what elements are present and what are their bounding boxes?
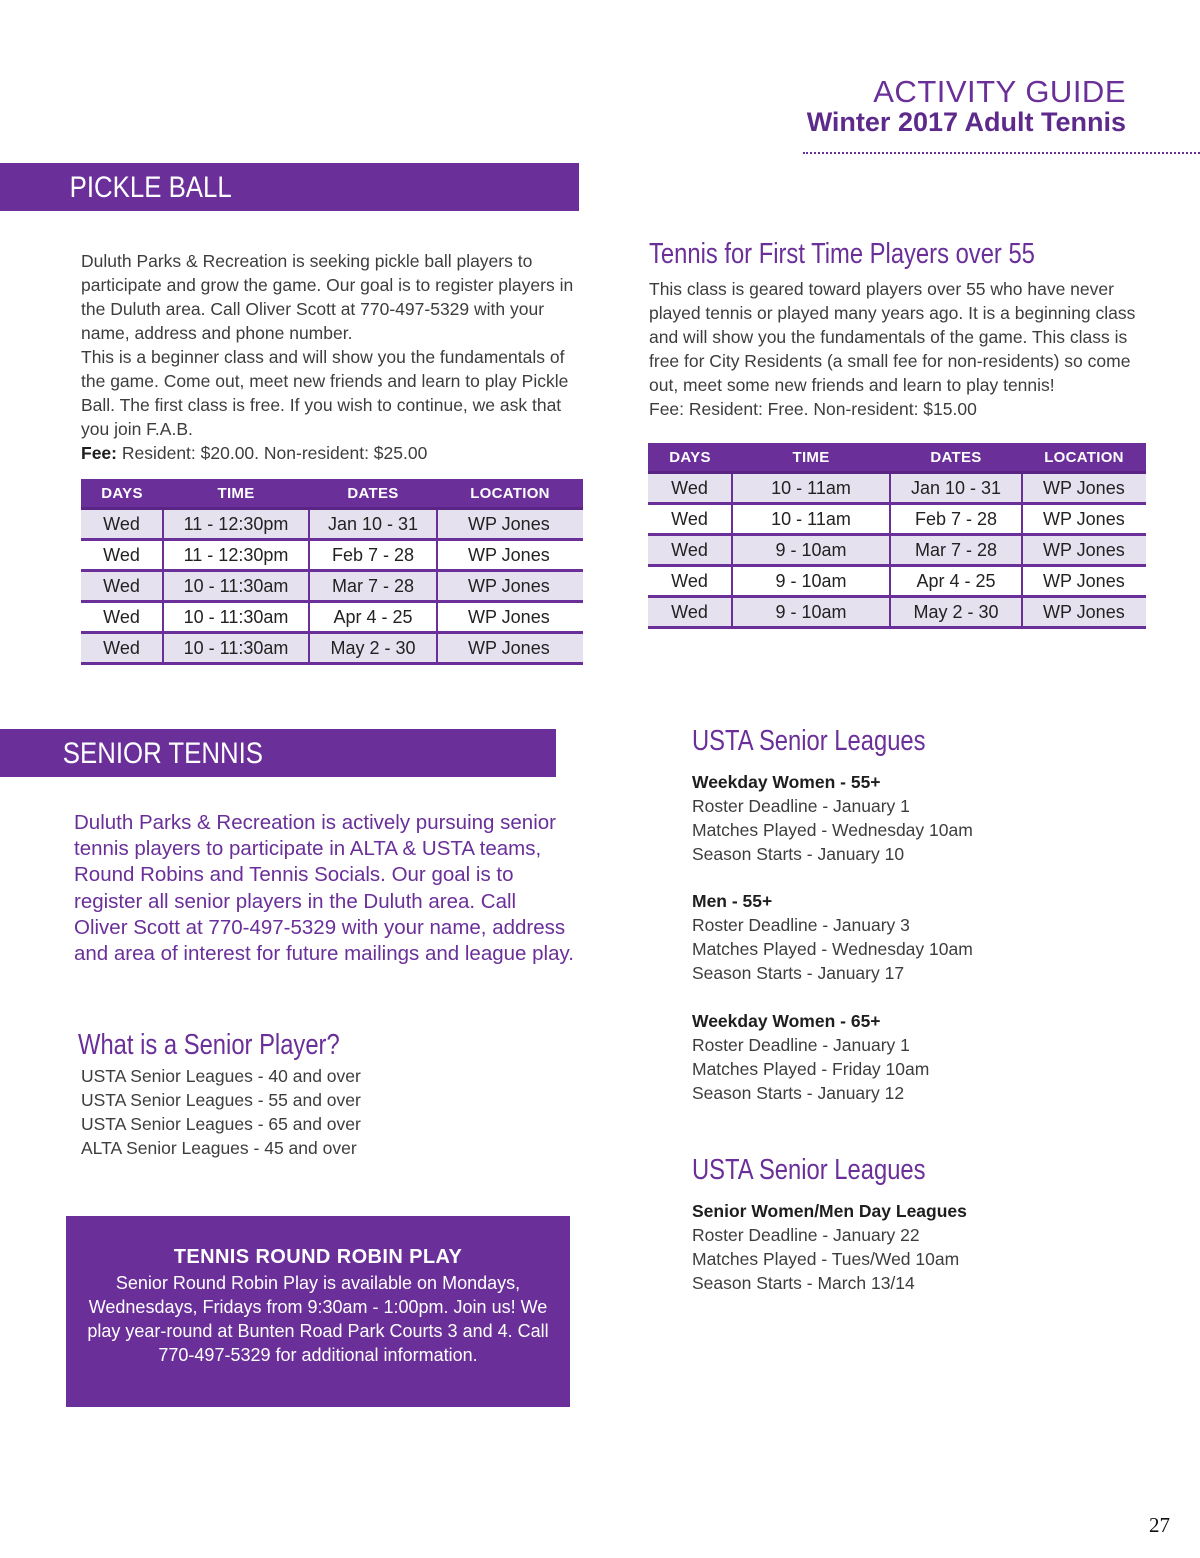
table-cell: Mar 7 - 28 (309, 571, 437, 602)
senior-tennis-description: Duluth Parks & Recreation is actively pursuing senior tennis players to participate in ALTA & USTA teams, Round Robins and Tennis Socials. Our goal is to register all senior players in the Duluth area. Call Oliver Scott at 770-497-5329 with your name, address and area of interest for future mailings and league play. (74, 811, 574, 966)
table-cell: Wed (81, 633, 163, 664)
league-detail: Matches Played - Wednesday 10am (692, 820, 973, 840)
pickle-ball-description (81, 249, 581, 465)
table-cell: WP Jones (437, 571, 583, 602)
column-header: LOCATION (437, 479, 583, 509)
pickle-ball-paragraph: Duluth Parks & Recreation is seeking pickle ball players to participate and grow the game. Our goal is to register players in the Duluth area. Call Oliver Scott at 770-497-5329 with your name, address and phone number. (81, 251, 574, 343)
list-item: ALTA Senior Leagues - 45 and over (81, 1138, 357, 1158)
table-cell: Wed (648, 473, 732, 504)
table-cell: 9 - 10am (732, 597, 890, 628)
table-row (648, 535, 1146, 566)
table-row (648, 566, 1146, 597)
table-cell: Wed (648, 535, 732, 566)
league-title: Weekday Women - 65+ (692, 1011, 881, 1031)
table-cell: 9 - 10am (732, 566, 890, 597)
table-cell: WP Jones (1022, 504, 1146, 535)
table-cell: Feb 7 - 28 (309, 540, 437, 571)
first-time-fee: Fee: Resident: Free. Non-resident: $15.00 (649, 399, 977, 419)
column-header: LOCATION (1022, 443, 1146, 473)
table-cell: Wed (81, 571, 163, 602)
list-item: USTA Senior Leagues - 65 and over (81, 1114, 361, 1134)
fee-label: Fee: (81, 443, 117, 463)
table-cell: WP Jones (1022, 473, 1146, 504)
table-cell: Feb 7 - 28 (890, 504, 1022, 535)
table-cell: Mar 7 - 28 (890, 535, 1022, 566)
table-cell: 10 - 11:30am (163, 602, 309, 633)
table-cell: WP Jones (437, 509, 583, 540)
senior-player-heading: What is a Senior Player? (78, 1029, 340, 1061)
column-header: TIME (732, 443, 890, 473)
league-detail: Season Starts - January 17 (692, 963, 905, 983)
table-cell: 11 - 12:30pm (163, 540, 309, 571)
league-detail: Season Starts - January 12 (692, 1083, 905, 1103)
pickle-ball-fee (81, 441, 581, 465)
column-header: DATES (309, 479, 437, 509)
league-detail: Season Starts - January 10 (692, 844, 905, 864)
first-time-schedule-table (648, 443, 1146, 629)
first-time-players-description (649, 277, 1159, 421)
league-detail: Roster Deadline - January 1 (692, 1035, 910, 1055)
table-row (648, 504, 1146, 535)
league-detail: Matches Played - Friday 10am (692, 1059, 930, 1079)
table-row (648, 473, 1146, 504)
first-time-paragraph: This class is geared toward players over 55 who have never played tennis or played many years ago. It is a beginning class and will show you the fundamentals of the game. This class is free for City Residents (a small fee for non-residents) so come out, meet some new friends and learn to play tennis! (649, 279, 1136, 395)
table-cell: WP Jones (437, 633, 583, 664)
table-cell: Apr 4 - 25 (890, 566, 1022, 597)
table-cell: 10 - 11:30am (163, 571, 309, 602)
guide-label: ACTIVITY GUIDE (873, 74, 1126, 109)
table-row (81, 540, 583, 571)
league-detail: Roster Deadline - January 1 (692, 796, 910, 816)
league-detail: Season Starts - March 13/14 (692, 1273, 915, 1293)
league-block (692, 1009, 1132, 1105)
table-cell: 10 - 11am (732, 504, 890, 535)
senior-player-list (81, 1064, 461, 1160)
league-block (692, 1199, 1132, 1295)
round-robin-box (66, 1216, 570, 1407)
column-header: TIME (163, 479, 309, 509)
round-robin-title: TENNIS ROUND ROBIN PLAY (173, 1246, 463, 1268)
table-row (81, 633, 583, 664)
table-cell: WP Jones (437, 540, 583, 571)
pickle-ball-banner (0, 163, 579, 211)
league-block (692, 770, 1132, 866)
table-row (81, 509, 583, 540)
senior-tennis-banner-label: SENIOR TENNIS (62, 737, 264, 770)
table-cell: Wed (81, 540, 163, 571)
table-row (81, 571, 583, 602)
league-detail: Matches Played - Wednesday 10am (692, 939, 973, 959)
table-cell: Wed (648, 566, 732, 597)
guide-title: Winter 2017 Adult Tennis (806, 107, 1126, 137)
league-title: Men - 55+ (692, 891, 773, 911)
column-header: DATES (890, 443, 1022, 473)
column-header: DAYS (81, 479, 163, 509)
table-cell: Wed (648, 597, 732, 628)
table-row (648, 597, 1146, 628)
pickle-ball-schedule-table (81, 479, 583, 665)
list-item: USTA Senior Leagues - 55 and over (81, 1090, 361, 1110)
table-cell: Wed (81, 509, 163, 540)
table-cell: 11 - 12:30pm (163, 509, 309, 540)
table-cell: Wed (81, 602, 163, 633)
table-row (81, 602, 583, 633)
fee-text: Resident: $20.00. Non-resident: $25.00 (116, 443, 428, 463)
header-divider (803, 152, 1200, 154)
usta-senior-leagues-heading: USTA Senior Leagues (692, 725, 926, 757)
table-cell: 10 - 11:30am (163, 633, 309, 664)
table-header-row (81, 479, 583, 509)
table-cell: 9 - 10am (732, 535, 890, 566)
league-detail: Roster Deadline - January 22 (692, 1225, 920, 1245)
league-detail: Matches Played - Tues/Wed 10am (692, 1249, 960, 1269)
pickle-ball-banner-label: PICKLE BALL (69, 171, 232, 204)
table-cell: WP Jones (1022, 535, 1146, 566)
table-cell: Jan 10 - 31 (309, 509, 437, 540)
table-cell: 10 - 11am (732, 473, 890, 504)
league-title: Senior Women/Men Day Leagues (692, 1201, 967, 1221)
page-number: 27 (1149, 1513, 1170, 1537)
table-cell: Apr 4 - 25 (309, 602, 437, 633)
league-detail: Roster Deadline - January 3 (692, 915, 910, 935)
table-cell: May 2 - 30 (890, 597, 1022, 628)
table-header-row (648, 443, 1146, 473)
table-cell: WP Jones (1022, 566, 1146, 597)
league-title: Weekday Women - 55+ (692, 772, 881, 792)
table-cell: Jan 10 - 31 (890, 473, 1022, 504)
table-cell: WP Jones (1022, 597, 1146, 628)
table-cell: WP Jones (437, 602, 583, 633)
table-cell: Wed (648, 504, 732, 535)
usta-senior-leagues-heading: USTA Senior Leagues (692, 1154, 926, 1186)
round-robin-text: Senior Round Robin Play is available on Mondays, Wednesdays, Fridays from 9:30am - 1:00pm. Join us! We play year-round at Bunten Road Park Courts 3 and 4. Call 770-497-5329 for additional information. (87, 1273, 549, 1365)
first-time-players-heading: Tennis for First Time Players over 55 (649, 238, 1035, 270)
pickle-ball-paragraph: This is a beginner class and will show you the fundamentals of the game. Come out, meet new friends and learn to play Pickle Ball. The first class is free. If you wish to continue, we ask that you join F.A.B. (81, 347, 569, 439)
senior-tennis-banner (0, 729, 556, 777)
league-block (692, 889, 1132, 985)
list-item: USTA Senior Leagues - 40 and over (81, 1066, 361, 1086)
column-header: DAYS (648, 443, 732, 473)
table-cell: May 2 - 30 (309, 633, 437, 664)
